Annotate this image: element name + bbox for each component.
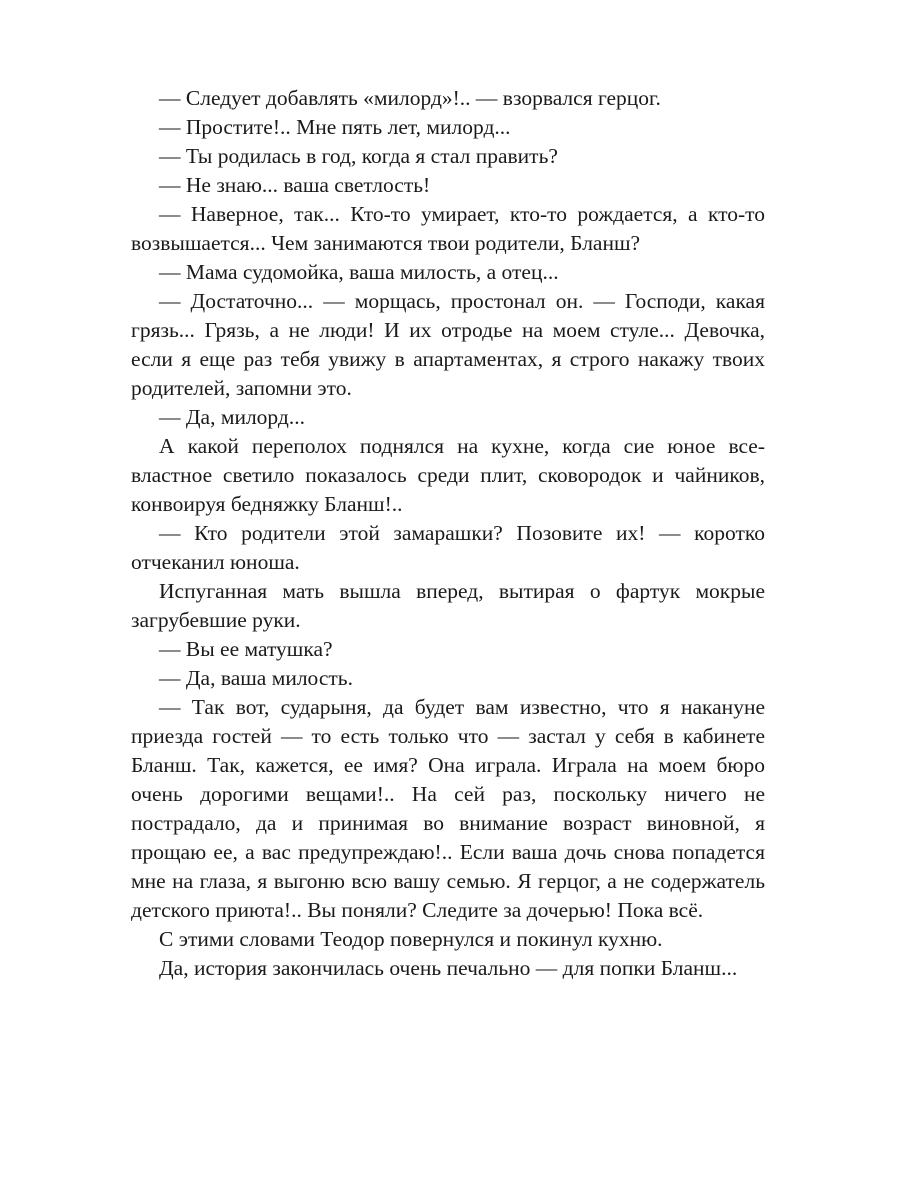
paragraph: — Вы ее матушка? bbox=[159, 637, 333, 661]
paragraph: — Не знаю... ваша светлость! bbox=[159, 173, 431, 197]
paragraph: А какой переполох поднялся на кухне, когда сие юное всевластное светило показалось среди плит, сковородок и чайников, конвоируя бедняжку Бланш!.. bbox=[131, 434, 765, 516]
paragraph: — Кто родители этой замарашки? Позовите их! — коротко отчеканил юноша. bbox=[131, 521, 765, 574]
paragraph: — Достаточно... — морщась, простонал он. — Господи, какая грязь... Грязь, а не люди! И их отродье на моем стуле... Девочка, если я еще раз тебя увижу в апартаментах, я строго накажу твоих родителей, запомни это. bbox=[131, 289, 765, 400]
paragraph: — Простите!.. Мне пять лет, милорд... bbox=[159, 115, 511, 139]
paragraph: — Наверное, так... Кто-то умирает, кто-то рождается, а кто-то возвышается... Чем занимаются твои родители, Бланш? bbox=[131, 202, 765, 255]
book-page bbox=[131, 84, 765, 983]
paragraph: Испуганная мать вышла вперед, вытирая о фартук мокрые загрубевшие руки. bbox=[131, 579, 765, 632]
paragraph: — Ты родилась в год, когда я стал править? bbox=[159, 144, 558, 168]
paragraph: — Так вот, сударыня, да будет вам известно, что я накануне приезда гостей — то есть только что — застал у себя в кабинете Бланш. Так, кажется, ее имя? Она играла. Играла на моем бюро очень дорогими вещами!.. На сей раз, поскольку ничего не пострадало, да и принимая во внимание возраст виновной, я прощаю ее, а вас предупреждаю!.. Если ваша дочь снова попадется мне на глаза, я выгоню всю вашу семью. Я герцог, а не содержатель детского приюта!.. Вы поняли? Следите за дочерью! Пока всё. bbox=[131, 695, 765, 922]
paragraph: — Да, ваша милость. bbox=[159, 666, 353, 690]
paragraph: С этими словами Теодор повернулся и покинул кухню. bbox=[159, 927, 663, 951]
paragraph: — Мама судомойка, ваша милость, а отец... bbox=[159, 260, 559, 284]
paragraph: Да, история закончилась очень печально — для попки Бланш... bbox=[159, 956, 738, 980]
paragraph: — Следует добавлять «милорд»!.. — взорвался герцог. bbox=[159, 86, 661, 110]
paragraph: — Да, милорд... bbox=[159, 405, 305, 429]
